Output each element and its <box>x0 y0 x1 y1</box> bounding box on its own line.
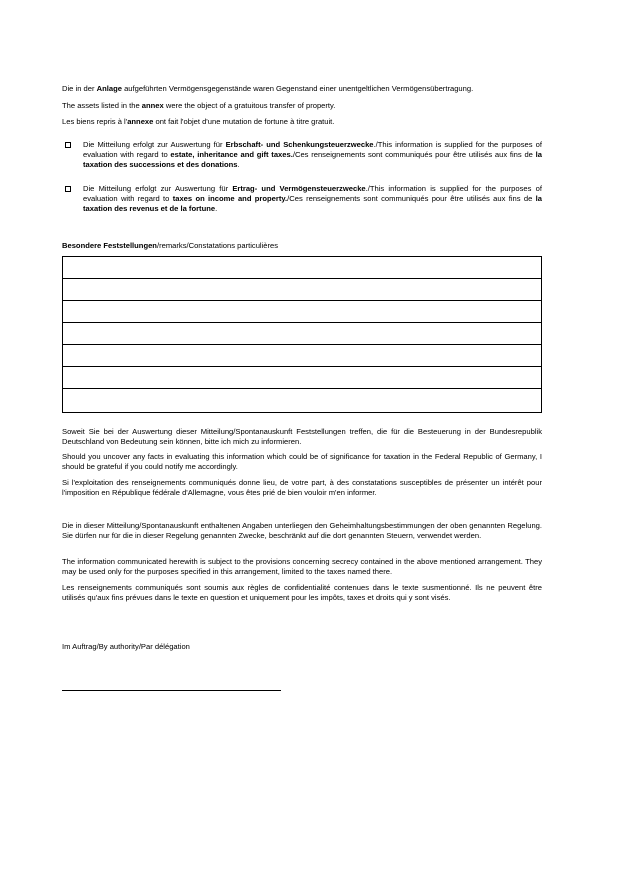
findings-de: Soweit Sie bei der Auswertung dieser Mitteilung/Spontanauskunft Feststellungen treffen, die für die Besteuerung in der Bundesrepublik Deutschland von Bedeutung sein können, bitte ich mich zu informieren. <box>62 427 542 446</box>
intro-de: Die in der Anlage aufgeführten Vermögensgegenstände waren Gegenstand einer unentgeltlichen Vermögensübertragung. <box>62 84 474 93</box>
remarks-row[interactable] <box>63 257 541 279</box>
remarks-row[interactable] <box>63 389 541 412</box>
remarks-row[interactable] <box>63 323 541 345</box>
remarks-table[interactable] <box>62 256 542 413</box>
remarks-row[interactable] <box>63 367 541 389</box>
signature-line <box>62 690 281 691</box>
option-estate-tax-text: Die Mitteilung erfolgt zur Auswertung für Erbschaft- und Schenkungsteuerzwecke./This information is supplied for the purposes of evaluation with regard to estate, inheritance and gift taxes./Ces renseignements sont communiqués pour être utilisés aux fins de la taxation des successions et des donations. <box>83 140 542 169</box>
authority-label: Im Auftrag/By authority/Par délégation <box>62 642 190 651</box>
secrecy-fr: Les renseignements communiqués sont soumis aux règles de confidentialité contenues dans le texte susmentionné. Ils ne peuvent être utilisés qu'aux fins prévues dans le texte en question et uniquement pour les impôts, taxes et droits qui y sont visés. <box>62 583 542 602</box>
findings-fr: Si l'exploitation des renseignements communiqués donne lieu, de votre part, à des constatations susceptibles de présenter un intérêt pour l'imposition en République fédérale d'Allemagne, vous êtes prié de bien vouloir m'en informer. <box>62 478 542 497</box>
intro-en: The assets listed in the annex were the object of a gratuitous transfer of property. <box>62 101 336 110</box>
findings-en: Should you uncover any facts in evaluating this information which could be of significance for taxation in the Federal Republic of Germany, I should be grateful if you could notify me accordingly. <box>62 452 542 471</box>
estate-tax-checkbox[interactable] <box>65 142 71 148</box>
remarks-row[interactable] <box>63 301 541 323</box>
option-income-tax-text: Die Mitteilung erfolgt zur Auswertung für Ertrag- und Vermögensteuerzwecke./This information is supplied for the purposes of evaluation with regard to taxes on income and property./Ces renseignements sont communiqués pour être utilisés aux fins de la taxation des revenus et de la fortune. <box>83 184 542 213</box>
remarks-title: Besondere Feststellungen/remarks/Constatations particulières <box>62 241 279 250</box>
secrecy-en: The information communicated herewith is subject to the provisions concerning secrecy contained in the above mentioned arrangement. They may be used only for the purposes specified in this arrangement, limited to the taxes named there. <box>62 557 542 576</box>
secrecy-de: Die in dieser Mitteilung/Spontanauskunft enthaltenen Angaben unterliegen den Geheimhaltungsbestimmungen der oben genannten Regelung. Sie dürfen nur für die in dieser Regelung genannten Zwecke, beschränkt auf die dort genannten Steuern, verwendet werden. <box>62 521 542 540</box>
intro-fr: Les biens repris à l'annexe ont fait l'objet d'une mutation de fortune à titre gratuit. <box>62 117 335 126</box>
income-tax-checkbox[interactable] <box>65 186 71 192</box>
remarks-row[interactable] <box>63 279 541 301</box>
remarks-row[interactable] <box>63 345 541 367</box>
